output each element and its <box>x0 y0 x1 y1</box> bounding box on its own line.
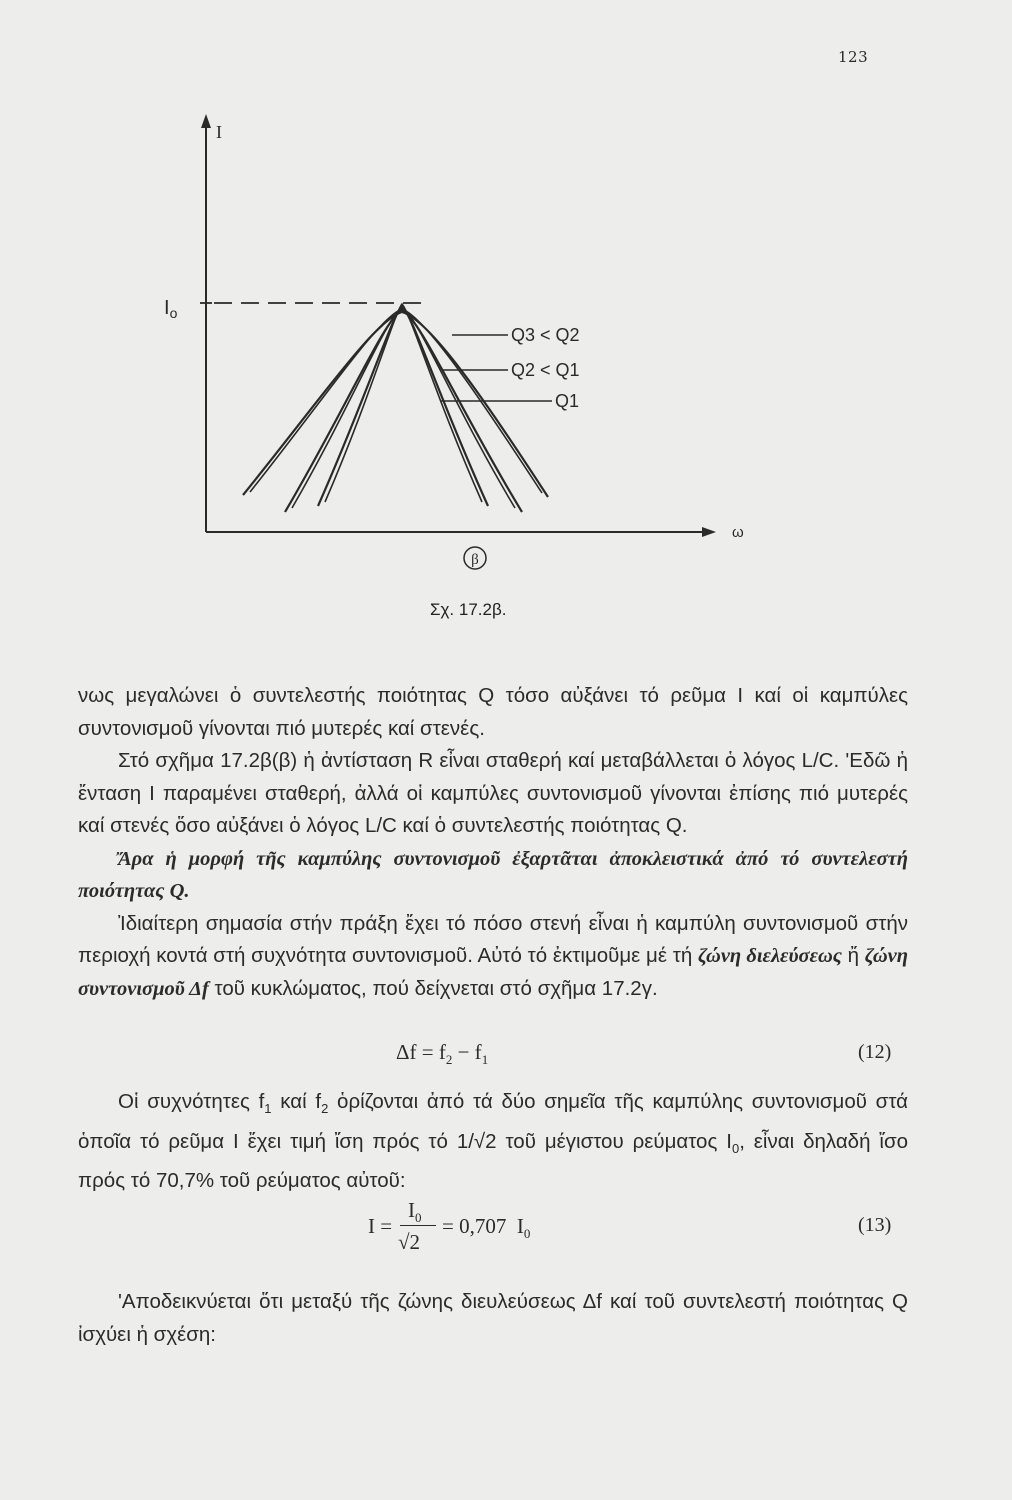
eq13-fraction-bar <box>400 1225 436 1226</box>
eq12-lhs: Δf = f <box>396 1040 446 1064</box>
p5-b: καί f <box>271 1090 322 1113</box>
equation-12 <box>396 1040 488 1068</box>
text-block-2 <box>78 1086 908 1198</box>
eq13-rhs <box>442 1214 530 1242</box>
eq12-mid: − f <box>452 1040 482 1064</box>
text-block-3 <box>78 1286 908 1351</box>
p5-e: , εἶναι δηλαδή ἴσο πρός τό 70,7% τοῦ ρεύματος αὐτοῦ: <box>78 1129 909 1193</box>
paragraph-4-e: τοῦ κυκλώματος, πού δείχνεται στό σχῆμα 17.2γ. <box>214 976 658 1000</box>
eq13-num-sub: 0 <box>415 1210 422 1226</box>
paragraph-1: νως μεγαλώνει ὁ συντελεστής ποιότητας Q τόσο αὐξάνει τό ρεῦμα I καί οἱ καμπύλες συντονισμοῦ γίνονται πιό μυτερές καί στενές. <box>78 684 908 740</box>
resonance-curves-figure <box>0 0 1012 640</box>
paragraph-2: Στό σχῆμα 17.2β(β) ἡ ἀντίσταση R εἶναι σταθερή καί μεταβάλλεται ὁ λόγος L/C. 'Εδῶ ἡ ἔνταση I παραμένει σταθερή, ἀλλά οἱ καμπύλες συντονισμοῦ γίνονται ἐπίσης πιό μυτερές καί στενές ὅσο αὐξάνει ὁ λόγος L/C καί ὁ συντελεστής ποιότητας Q. <box>78 749 908 837</box>
paragraph-4 <box>78 908 908 1006</box>
eq13-lhs: I = <box>368 1214 393 1238</box>
x-axis-arrow <box>702 527 716 537</box>
eq13-rhs-sub: 0 <box>523 1226 531 1242</box>
p5-a-sub: 1 <box>264 1101 272 1117</box>
i0-label-letter: I <box>164 297 170 319</box>
text-block-1 <box>78 680 908 1005</box>
curve-q2-inner <box>292 308 515 508</box>
i0-label-sub: o <box>169 305 178 321</box>
panel-label: β <box>471 552 479 568</box>
i0-label <box>164 297 178 321</box>
term-resonance-band: ζώνη συντονισμοῦ Δf <box>78 945 908 1000</box>
eq13-rhs-text: = 0,707 I <box>442 1214 524 1238</box>
paragraph-5 <box>78 1086 908 1198</box>
p5-a: Οἱ συχνότητες f <box>118 1090 265 1113</box>
curve-q3-outer <box>243 312 548 497</box>
term-pass-band: ζώνη διελεύσεως <box>697 945 842 967</box>
paragraph-4-a: Ἰδιαίτερη σημασία στήν πράξη ἔχει τό πόσο στενή εἶναι ἡ καμπύλη συντονισμοῦ στήν περιοχή κοντά στή συχνότητα συντονισμοῦ. Αὐτό τό ἐκτιμοῦμε μέ τή <box>78 911 908 967</box>
equation-13-number: (13) <box>858 1214 892 1236</box>
eq13-denominator: √2 <box>398 1230 421 1254</box>
page-number: 123 <box>838 48 869 66</box>
figure-caption: Σχ. 17.2β. <box>430 600 507 619</box>
curve-label-q3: Q3 < Q2 <box>511 325 580 345</box>
p5-fraction: 1/√2 <box>456 1129 497 1153</box>
p5-d-sub: 0 <box>731 1140 740 1156</box>
p5-c: ὁρίζονται ἀπό τά δύο σημεῖα τῆς καμπύλης συντονισμοῦ στά ὁποῖα τό ρεῦμα I ἔχει τιμή ἴση πρός τό <box>78 1090 908 1153</box>
paragraph-3-emphasis: Ἄρα ἡ μορφή τῆς καμπύλης συντονισμοῦ ἐξαρτᾶται ἀποκλειστικά ἀπό τό συντελεστή ποιότητας Q. <box>78 847 908 902</box>
curve-label-q1: Q1 <box>555 391 580 411</box>
p5-b-sub: 2 <box>321 1101 329 1117</box>
paragraph-6: 'Αποδεικνύεται ὅτι μεταξύ τῆς ζώνης διευλεύσεως Δf καί τοῦ συντελεστή ποιότητας Q ἰσχύει ἡ σχέση: <box>78 1290 908 1346</box>
eq12-sub1: 1 <box>481 1052 489 1068</box>
curve-q2-outer <box>285 310 522 512</box>
eq12-sub2: 2 <box>445 1052 453 1068</box>
eq13-num: I <box>408 1198 415 1222</box>
x-axis-label: ω <box>732 524 744 541</box>
equation-12-number: (12) <box>858 1041 892 1063</box>
paragraph-4-c: ἤ <box>847 944 860 967</box>
y-axis-arrow <box>201 114 211 128</box>
y-axis-label: I <box>216 122 222 142</box>
curve-label-q2: Q2 < Q1 <box>511 360 580 380</box>
eq13-numerator <box>408 1198 422 1226</box>
p5-d: τοῦ μέγιστου ρεύματος I <box>496 1129 732 1153</box>
